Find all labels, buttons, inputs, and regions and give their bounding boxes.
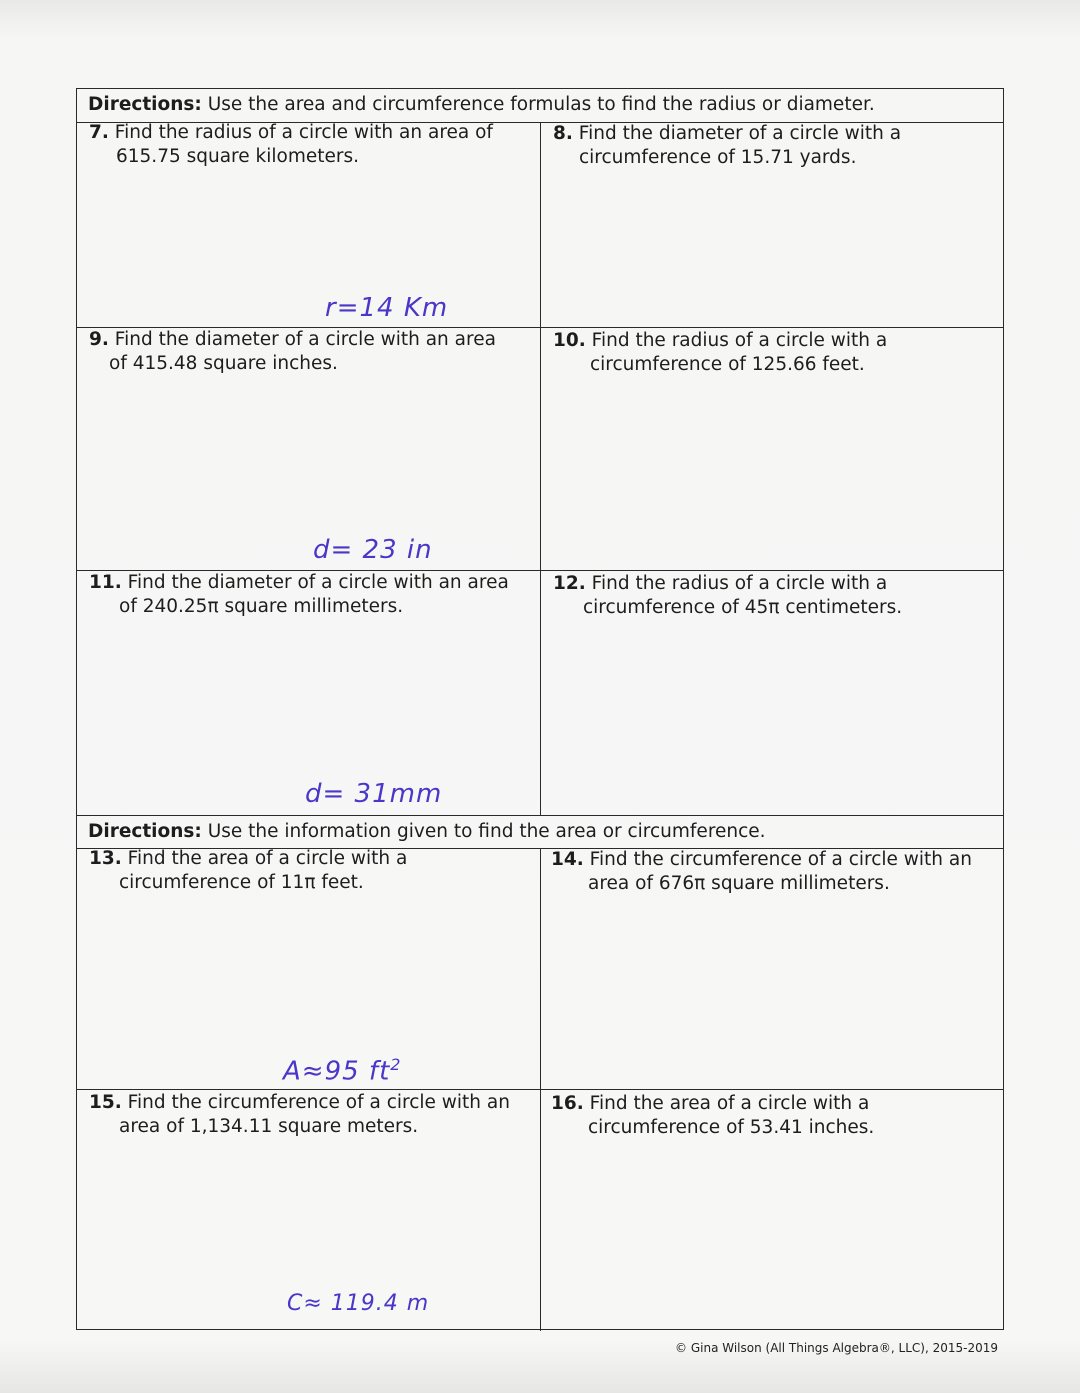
problem-8 [553, 122, 901, 170]
directions-row-1 [77, 89, 1003, 123]
problem-line-2: of 240.25π square millimeters. [119, 596, 404, 617]
answer-7: r=14 Km [325, 293, 449, 323]
problem-line-2: of 415.48 square inches. [109, 353, 338, 374]
problem-line-2: circumference of 53.41 inches. [588, 1117, 875, 1138]
problem-7 [89, 121, 493, 169]
problem-line-2: circumference of 15.71 yards. [579, 147, 857, 168]
directions-label: Directions: [88, 821, 202, 842]
problem-number: 8. [553, 123, 573, 144]
problem-line-1: Find the radius of a circle with a [591, 573, 888, 594]
column-divider-1 [540, 123, 541, 815]
directions-text: Use the area and circumference formulas to find the radius or diameter. [207, 94, 875, 115]
problem-15 [89, 1091, 510, 1139]
problem-number: 15. [89, 1092, 122, 1113]
problem-12 [553, 572, 902, 620]
problem-number: 12. [553, 573, 586, 594]
directions-label: Directions: [88, 94, 202, 115]
problem-13 [89, 847, 407, 895]
answer-13 [283, 1055, 401, 1087]
problem-11 [89, 571, 509, 619]
answer-15: C≈ 119.4 m [287, 1291, 430, 1316]
answer-13-exponent: 2 [390, 1055, 402, 1074]
problem-number: 11. [89, 572, 122, 593]
problem-line-1: Find the diameter of a circle with an area [114, 329, 496, 350]
problem-line-1: Find the radius of a circle with a [591, 330, 888, 351]
answer-11: d= 31mm [305, 779, 443, 809]
directions-row-2 [77, 815, 1003, 849]
problem-line-2: area of 676π square millimeters. [588, 873, 890, 894]
problem-line-1: Find the radius of a circle with an area of [114, 122, 493, 143]
problem-number: 14. [551, 849, 584, 870]
problem-number: 16. [551, 1093, 584, 1114]
problem-line-1: Find the area of a circle with a [589, 1093, 870, 1114]
problem-9 [89, 328, 496, 376]
problem-number: 9. [89, 329, 109, 350]
problem-line-1: Find the diameter of a circle with an area [127, 572, 509, 593]
answer-13-text: A≈95 ft [283, 1056, 391, 1087]
problem-16 [551, 1092, 874, 1140]
problem-line-1: Find the diameter of a circle with a [578, 123, 902, 144]
problem-line-2: circumference of 11π feet. [119, 872, 364, 893]
worksheet-table [76, 88, 1004, 1330]
row-divider [77, 1089, 1003, 1090]
problem-number: 10. [553, 330, 586, 351]
problem-line-2: circumference of 45π centimeters. [583, 597, 903, 618]
problem-line-1: Find the area of a circle with a [127, 848, 408, 869]
problem-number: 13. [89, 848, 122, 869]
answer-9: d= 23 in [313, 535, 433, 565]
problem-line-2: area of 1,134.11 square meters. [119, 1116, 419, 1137]
problem-10 [553, 329, 887, 377]
column-divider-2 [540, 849, 541, 1331]
copyright-footer: © Gina Wilson (All Things Algebra®, LLC), 2015-2019 [675, 1341, 998, 1355]
directions-text: Use the information given to find the area or circumference. [207, 821, 766, 842]
problem-line-2: 615.75 square kilometers. [116, 146, 359, 167]
problem-number: 7. [89, 122, 109, 143]
problem-line-1: Find the circumference of a circle with an [127, 1092, 510, 1113]
problem-14 [551, 848, 972, 896]
problem-line-1: Find the circumference of a circle with an [589, 849, 972, 870]
problem-line-2: circumference of 125.66 feet. [590, 354, 865, 375]
